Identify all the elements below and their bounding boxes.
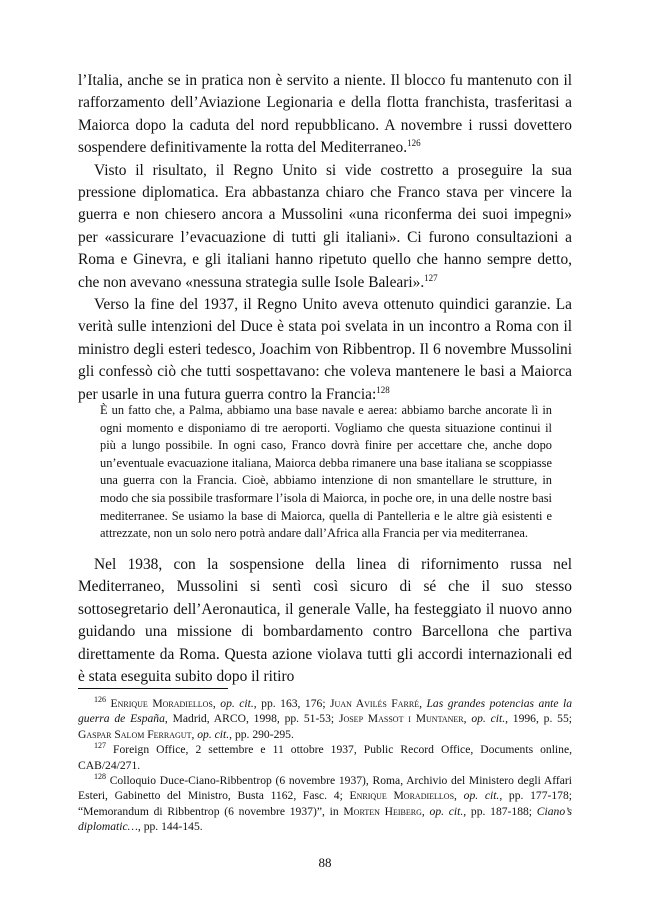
footnote-ref-126[interactable]: 126 bbox=[407, 138, 421, 149]
footnote-ref-127[interactable]: 127 bbox=[424, 272, 438, 283]
footnote-127: $^{127}$ Foreign Office, 2 settembre e 11 ottobre 1937, Public Record Office, Documents online, CAB/24/271. bbox=[78, 741, 572, 772]
page-number: 88 bbox=[318, 855, 332, 870]
quote-text: È un fatto che, a Palma, abbiamo una base navale e aerea: abbiamo barche ancorate lì in ogni momento e disponiamo di tre aeroporti. Vogliamo che questa situazione continui il più a lungo possibile. In ogni caso, Franco dovrà finire per accettare che, anche dopo un’eventuale evacuazione italiana, Maiorca debba rimanere una base italiana se scoppiasse una guerra con la Francia. Cioè, abbiamo intenzione di non smantellare le strutture, in modo che sia possibile trasformare l’isola di Maiorca, in poche ore, in una delle nostre basi mediterranee. Se usiamo la base di Maiorca, quella di Pantelleria e le altre già esistenti e attrezzate, non un solo nero potrà andare dall’Africa alla Francia per via mediterranea. bbox=[100, 403, 552, 541]
paragraph-2: Visto il risultato, il Regno Unito si vide costretto a proseguire la sua pressione diplomatica. Era abbastanza chiaro che Franco stava per vincere la guerra e non chiesero ancora a Mussolini «una riconferma dei suoi impegni» per «assicurare l’evacuazione di tutti gli italiani». Ci furono consultazioni a Roma e Ginevra, e gli italiani hanno ripetuto quello che hanno sempre detto, che non avevano «nessuna strategia sulle Isole Baleari».$^{127}$ bbox=[78, 161, 572, 291]
footnotes bbox=[78, 696, 572, 835]
paragraph-1: l’Italia, anche se in pratica non è servito a niente. Il blocco fu mantenuto con il rafforzamento dell’Aviazione Legionaria e della flotta franchista, trasferitasi a Maiorca dopo la caduta del nord repubblicano. A novembre i russi dovettero sospendere definitivamente la rotta del Mediterraneo.$^{126}$ bbox=[78, 72, 572, 157]
footnote-128: $^{128}$ Colloquio Duce-Ciano-Ribbentrop (6 novembre 1937), Roma, Archivio del Ministero degli Affari Esteri, Gabinetto del Ministro, Busta 1162, Fasc. 4; Enrique Moradiellos, op. cit., pp. 177-178; “Memorandum di Ribbentrop (6 novembre 1937)”, in Morten Heiberg, op. cit., pp. 187-188; Ciano’s diplomatic…, pp. 144-145. bbox=[78, 772, 572, 834]
main-text-continued bbox=[78, 554, 572, 688]
footnote-126: $^{126}$ Enrique Moradiellos, op. cit., pp. 163, 176; Juan Avilés Farré, Las grandes potencias ante la guerra de España, Madrid, ARCO, 1998, pp. 51-53; Josep Massot i Muntaner, op. cit., 1996, p. 55; Gaspar Salom Ferragut, op. cit., pp. 290-295. bbox=[78, 695, 573, 741]
paragraph-4: Nel 1938, con la sospensione della linea di rifornimento russa nel Mediterraneo, Mussolini si sentì così sicuro di sé che il suo stesso sottosegretario dell’Aeronautica, il generale Valle, ha festeggiato il nuovo anno guidando una missione di bombardamento contro Barcellona che partiva direttamente da Roma. Questa azione violava tutti gli accordi internazionali ed è stata eseguita subito dopo il ritiro bbox=[78, 556, 572, 686]
footnote-ref-128[interactable]: 128 bbox=[376, 384, 390, 395]
block-quote bbox=[100, 402, 552, 543]
main-text bbox=[78, 70, 572, 406]
paragraph-3: Verso la fine del 1937, il Regno Unito aveva ottenuto quindici garanzie. La verità sulle intenzioni del Duce è stata poi svelata in un incontro a Roma con il ministro degli esteri tedesco, Joachim von Ribbentrop. Il 6 novembre Mussolini gli confessò ciò che tutti sospettavano: che voleva mantenere le basi a Maiorca per usarle in una futura guerra contro la Francia:$^{128}$ bbox=[78, 296, 572, 403]
footnote-separator bbox=[78, 688, 228, 689]
